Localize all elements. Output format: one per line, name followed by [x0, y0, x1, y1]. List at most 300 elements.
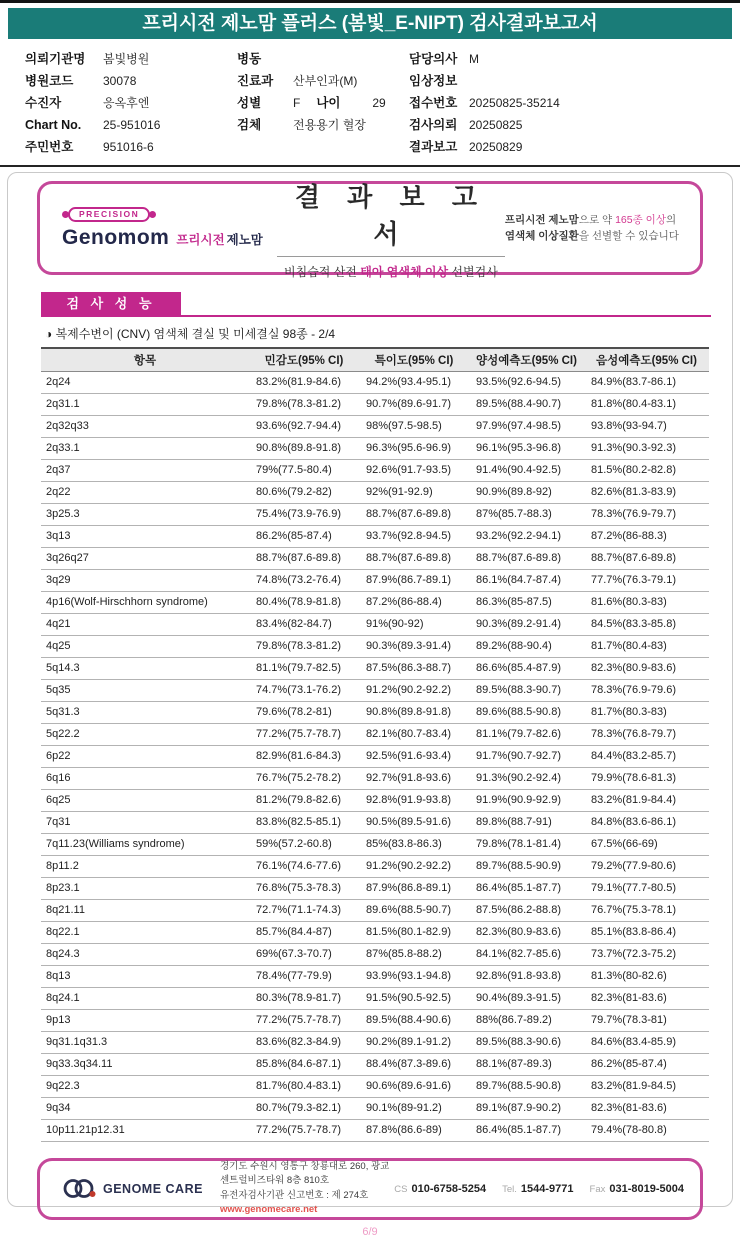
value-cell: 86.4%(85.1-87.7)	[469, 1119, 584, 1141]
patient-info-row	[409, 48, 740, 70]
value-cell: 80.3%(78.9-81.7)	[249, 987, 359, 1009]
patient-field-value: 20250825-35214	[469, 96, 560, 110]
patient-field-label: 담당의사	[409, 52, 458, 66]
patient-field-value: 응옥후엔	[103, 96, 150, 110]
patient-field-value: 29	[372, 96, 386, 110]
genome-care-logo-text: GENOME CARE	[103, 1181, 203, 1196]
value-cell: 82.9%(81.6-84.3)	[249, 745, 359, 767]
patient-field-value: 산부인과(M)	[293, 74, 358, 88]
value-cell: 84.8%(83.6-86.1)	[584, 811, 709, 833]
value-cell: 76.1%(74.6-77.6)	[249, 855, 359, 877]
value-cell: 87.5%(86.2-88.8)	[469, 899, 584, 921]
patient-info-row	[25, 70, 237, 92]
patient-field-label: 성별	[237, 96, 262, 110]
performance-table	[41, 347, 709, 1142]
table-row	[41, 1075, 709, 1097]
value-cell: 86.4%(85.1-87.7)	[469, 877, 584, 899]
value-cell: 79.7%(78.3-81)	[584, 1009, 709, 1031]
section-subtitle: ◑ 복제수변이 (CNV) 염색체 결실 및 미세결실 98종 - 2/4	[45, 327, 336, 341]
value-cell: 90.8%(89.8-91.8)	[249, 437, 359, 459]
value-cell: 82.3%(81-83.6)	[584, 987, 709, 1009]
patient-field-value: 20250825	[469, 118, 523, 132]
item-cell: 8q24.1	[41, 987, 249, 1009]
patient-field-label: 주민번호	[25, 140, 74, 154]
value-cell: 88%(86.7-89.2)	[469, 1009, 584, 1031]
table-row	[41, 393, 709, 415]
value-cell: 87.8%(86.6-89)	[359, 1119, 469, 1141]
table-row	[41, 987, 709, 1009]
patient-info-row	[25, 136, 237, 158]
item-cell: 5q22.2	[41, 723, 249, 745]
patient-field-label: 병동	[237, 52, 262, 66]
value-cell: 77.2%(75.7-78.7)	[249, 723, 359, 745]
value-cell: 92%(91-92.9)	[359, 481, 469, 503]
value-cell: 83.2%(81.9-84.5)	[584, 1075, 709, 1097]
footer-contact	[394, 1183, 486, 1195]
value-cell: 76.7%(75.3-78.1)	[584, 899, 709, 921]
value-cell: 80.7%(79.3-82.1)	[249, 1097, 359, 1119]
value-cell: 83.8%(82.5-85.1)	[249, 811, 359, 833]
patient-info-row	[25, 92, 237, 114]
column-header-item: 항목	[41, 348, 249, 371]
patient-info-row	[237, 114, 409, 136]
value-cell: 76.7%(75.2-78.2)	[249, 767, 359, 789]
footer-contact-label: CS	[394, 1183, 408, 1195]
table-row	[41, 613, 709, 635]
patient-field-label: 나이	[316, 96, 341, 110]
table-row	[41, 481, 709, 503]
table-row	[41, 415, 709, 437]
item-cell: 3q26q27	[41, 547, 249, 569]
value-cell: 81.8%(80.4-83.1)	[584, 393, 709, 415]
value-cell: 78.4%(77-79.9)	[249, 965, 359, 987]
patient-field-label: 결과보고	[409, 140, 458, 154]
value-cell: 84.4%(83.2-85.7)	[584, 745, 709, 767]
patient-field-value: 951016-6	[103, 140, 154, 154]
item-cell: 6q16	[41, 767, 249, 789]
item-cell: 2q31.1	[41, 393, 249, 415]
banner-note-end2: 을 선별할 수 있습니다	[578, 230, 679, 242]
value-cell: 88.7%(87.6-89.8)	[249, 547, 359, 569]
value-cell: 83.6%(82.3-84.9)	[249, 1031, 359, 1053]
value-cell: 87.2%(86-88.4)	[359, 591, 469, 613]
value-cell: 90.5%(89.5-91.6)	[359, 811, 469, 833]
patient-field-label: 의뢰기관명	[25, 52, 86, 66]
item-cell: 2q33.1	[41, 437, 249, 459]
value-cell: 78.3%(76.9-79.6)	[584, 679, 709, 701]
badge-label: PRECISION	[68, 207, 150, 222]
value-cell: 91%(90-92)	[359, 613, 469, 635]
banner-subtitle-pre: 비침습적 산전	[284, 264, 361, 279]
item-cell: 3q29	[41, 569, 249, 591]
value-cell: 86.2%(85-87.4)	[249, 525, 359, 547]
item-cell: 8p11.2	[41, 855, 249, 877]
banner-subtitle	[277, 263, 505, 280]
item-cell: 6p22	[41, 745, 249, 767]
value-cell: 85.1%(83.8-86.4)	[584, 921, 709, 943]
table-row	[41, 723, 709, 745]
brand-name-en: Genomom	[62, 225, 170, 249]
patient-info-column-1	[25, 48, 237, 158]
value-cell: 91.3%(90.2-92.4)	[469, 767, 584, 789]
value-cell: 91.2%(90.2-92.2)	[359, 679, 469, 701]
patient-field-value: 25-951016	[103, 118, 161, 132]
value-cell: 89.5%(88.3-90.7)	[469, 679, 584, 701]
value-cell: 83.2%(81.9-84.4)	[584, 789, 709, 811]
brand-block	[62, 207, 277, 250]
value-cell: 96.1%(95.3-96.8)	[469, 437, 584, 459]
value-cell: 81.1%(79.7-82.5)	[249, 657, 359, 679]
table-row	[41, 679, 709, 701]
value-cell: 93.6%(92.7-94.4)	[249, 415, 359, 437]
table-row	[41, 965, 709, 987]
value-cell: 90.1%(89-91.2)	[359, 1097, 469, 1119]
footer-address-line2: 유전자검사기관 신고번호 : 제 274호	[220, 1189, 369, 1201]
value-cell: 90.3%(89.2-91.4)	[469, 613, 584, 635]
value-cell: 90.7%(89.6-91.7)	[359, 393, 469, 415]
table-row	[41, 767, 709, 789]
value-cell: 91.7%(90.7-92.7)	[469, 745, 584, 767]
item-cell: 4q21	[41, 613, 249, 635]
value-cell: 94.2%(93.4-95.1)	[359, 371, 469, 393]
footer-address-line1: 경기도 수원시 영통구 창룡대로 260, 광교 센트럴비즈타워 8층 810호	[220, 1161, 390, 1187]
footer-contact-value: 031-8019-5004	[609, 1182, 684, 1195]
value-cell: 87%(85.7-88.3)	[469, 503, 584, 525]
value-cell: 93.5%(92.6-94.5)	[469, 371, 584, 393]
table-row	[41, 877, 709, 899]
value-cell: 76.8%(75.3-78.3)	[249, 877, 359, 899]
value-cell: 79.6%(78.2-81)	[249, 701, 359, 723]
banner-note-mid: 으로 약	[578, 213, 616, 226]
table-row	[41, 1009, 709, 1031]
value-cell: 81.3%(80-82.6)	[584, 965, 709, 987]
value-cell: 81.5%(80.2-82.8)	[584, 459, 709, 481]
value-cell: 82.6%(81.3-83.9)	[584, 481, 709, 503]
value-cell: 85%(83.8-86.3)	[359, 833, 469, 855]
item-cell: 5q14.3	[41, 657, 249, 679]
patient-info-column-2	[237, 48, 409, 158]
value-cell: 92.8%(91.8-93.8)	[469, 965, 584, 987]
table-row	[41, 459, 709, 481]
value-cell: 93.9%(93.1-94.8)	[359, 965, 469, 987]
table-row	[41, 569, 709, 591]
banner-subtitle-post: 선별검사	[448, 264, 498, 279]
banner-note-end1: 의	[665, 213, 677, 226]
value-cell: 89.2%(88-90.4)	[469, 635, 584, 657]
table-row	[41, 657, 709, 679]
value-cell: 81.5%(80.1-82.9)	[359, 921, 469, 943]
value-cell: 86.1%(84.7-87.4)	[469, 569, 584, 591]
value-cell: 67.5%(66-69)	[584, 833, 709, 855]
value-cell: 79.9%(78.6-81.3)	[584, 767, 709, 789]
value-cell: 69%(67.3-70.7)	[249, 943, 359, 965]
item-cell: 7q11.23(Williams syndrome)	[41, 833, 249, 855]
item-cell: 7q31	[41, 811, 249, 833]
value-cell: 83.4%(82-84.7)	[249, 613, 359, 635]
table-row	[41, 855, 709, 877]
value-cell: 72.7%(71.1-74.3)	[249, 899, 359, 921]
precision-badge	[62, 207, 277, 222]
value-cell: 87.9%(86.8-89.1)	[359, 877, 469, 899]
value-cell: 88.7%(87.6-89.8)	[359, 503, 469, 525]
brand-name-kr: 제노맘	[226, 232, 263, 247]
value-cell: 89.8%(88.7-91)	[469, 811, 584, 833]
value-cell: 81.6%(80.3-83)	[584, 591, 709, 613]
genome-care-logo	[62, 1175, 220, 1202]
value-cell: 79.4%(78-80.8)	[584, 1119, 709, 1141]
patient-info-divider	[0, 165, 740, 167]
patient-field-label: Chart No.	[25, 118, 82, 132]
value-cell: 80.6%(79.2-82)	[249, 481, 359, 503]
value-cell: 98%(97.5-98.5)	[359, 415, 469, 437]
item-cell: 2q37	[41, 459, 249, 481]
table-header-row	[41, 348, 709, 371]
value-cell: 93.2%(92.2-94.1)	[469, 525, 584, 547]
value-cell: 89.7%(88.5-90.8)	[469, 1075, 584, 1097]
value-cell: 81.7%(80.4-83)	[584, 635, 709, 657]
value-cell: 89.5%(88.4-90.7)	[469, 393, 584, 415]
banner-note-bold1: 프리시전 제노맘	[504, 213, 579, 226]
footer-address	[220, 1160, 394, 1217]
item-cell: 8q24.3	[41, 943, 249, 965]
value-cell: 88.4%(87.3-89.6)	[359, 1053, 469, 1075]
value-cell: 81.7%(80.4-83.1)	[249, 1075, 359, 1097]
badge-right-dot-icon	[149, 211, 156, 218]
column-header-npv: 음성예측도(95% CI)	[584, 348, 709, 371]
item-cell: 2q32q33	[41, 415, 249, 437]
value-cell: 91.3%(90.3-92.3)	[584, 437, 709, 459]
value-cell: 74.7%(73.1-76.2)	[249, 679, 359, 701]
patient-info	[0, 39, 740, 165]
patient-field-value: 20250829	[469, 140, 523, 154]
value-cell: 77.2%(75.7-78.7)	[249, 1009, 359, 1031]
value-cell: 77.7%(76.3-79.1)	[584, 569, 709, 591]
value-cell: 88.7%(87.6-89.8)	[359, 547, 469, 569]
item-cell: 3q13	[41, 525, 249, 547]
item-cell: 8q21.11	[41, 899, 249, 921]
table-row	[41, 1119, 709, 1141]
table-row	[41, 789, 709, 811]
value-cell: 88.1%(87-89.3)	[469, 1053, 584, 1075]
value-cell: 93.7%(92.8-94.5)	[359, 525, 469, 547]
value-cell: 84.9%(83.7-86.1)	[584, 371, 709, 393]
value-cell: 78.3%(76.9-79.7)	[584, 503, 709, 525]
patient-field-label: 진료과	[237, 74, 274, 88]
value-cell: 93.8%(93-94.7)	[584, 415, 709, 437]
column-header-specificity: 특이도(95% CI)	[359, 348, 469, 371]
footer-contact-value: 010-6758-5254	[411, 1182, 487, 1195]
item-cell: 2q24	[41, 371, 249, 393]
table-row	[41, 899, 709, 921]
table-row	[41, 591, 709, 613]
table-row	[41, 833, 709, 855]
genome-care-logo-icon	[62, 1175, 98, 1202]
patient-field-value: 30078	[103, 74, 137, 88]
value-cell: 79%(77.5-80.4)	[249, 459, 359, 481]
table-row	[41, 921, 709, 943]
value-cell: 87.9%(86.7-89.1)	[359, 569, 469, 591]
value-cell: 89.1%(87.9-90.2)	[469, 1097, 584, 1119]
value-cell: 82.3%(80.9-83.6)	[584, 657, 709, 679]
patient-field-label: 임상정보	[409, 74, 458, 88]
value-cell: 91.5%(90.5-92.5)	[359, 987, 469, 1009]
value-cell: 90.3%(89.3-91.4)	[359, 635, 469, 657]
value-cell: 81.7%(80.3-83)	[584, 701, 709, 723]
value-cell: 73.7%(72.3-75.2)	[584, 943, 709, 965]
value-cell: 92.8%(91.9-93.8)	[359, 789, 469, 811]
patient-field-value: F	[293, 96, 301, 110]
value-cell: 89.5%(88.4-90.6)	[359, 1009, 469, 1031]
banner-subtitle-accent: 태아 염색체 이상	[360, 264, 449, 279]
footer-contacts	[394, 1183, 684, 1195]
patient-field-label: 검체	[237, 118, 262, 132]
patient-field-label: 병원코드	[25, 74, 74, 88]
value-cell: 92.6%(91.7-93.5)	[359, 459, 469, 481]
table-row	[41, 811, 709, 833]
result-banner	[37, 181, 703, 279]
patient-field-label: 검사의뢰	[409, 118, 458, 132]
item-cell: 3p25.3	[41, 503, 249, 525]
patient-info-row	[409, 136, 740, 158]
table-row	[41, 547, 709, 569]
footer-contact-label: Fax	[589, 1183, 606, 1195]
value-cell: 79.8%(78.3-81.2)	[249, 393, 359, 415]
patient-info-row	[409, 70, 740, 92]
value-cell: 90.4%(89.3-91.5)	[469, 987, 584, 1009]
patient-info-row	[409, 114, 740, 136]
value-cell: 81.2%(79.8-82.6)	[249, 789, 359, 811]
table-row	[41, 635, 709, 657]
value-cell: 75.4%(73.9-76.9)	[249, 503, 359, 525]
footer-contact	[502, 1183, 573, 1195]
table-row	[41, 701, 709, 723]
patient-info-row	[237, 70, 409, 92]
page-title: 프리시전 제노맘 플러스 (봄빛_E-NIPT) 검사결과보고서	[8, 8, 732, 39]
patient-field-label: 접수번호	[409, 96, 458, 110]
value-cell: 81.1%(79.7-82.6)	[469, 723, 584, 745]
brand-name-kr-accent: 프리시전	[176, 232, 225, 247]
value-cell: 87.2%(86-88.3)	[584, 525, 709, 547]
banner-title-block	[277, 177, 505, 280]
value-cell: 83.2%(81.9-84.6)	[249, 371, 359, 393]
value-cell: 82.3%(80.9-83.6)	[469, 921, 584, 943]
item-cell: 9q33.3q34.11	[41, 1053, 249, 1075]
value-cell: 91.9%(90.9-92.9)	[469, 789, 584, 811]
table-row	[41, 525, 709, 547]
item-cell: 8p23.1	[41, 877, 249, 899]
patient-field-label: 수진자	[25, 96, 62, 110]
value-cell: 89.5%(88.3-90.6)	[469, 1031, 584, 1053]
value-cell: 79.8%(78.1-81.4)	[469, 833, 584, 855]
value-cell: 74.8%(73.2-76.4)	[249, 569, 359, 591]
value-cell: 89.7%(88.5-90.9)	[469, 855, 584, 877]
item-cell: 2q22	[41, 481, 249, 503]
table-row	[41, 943, 709, 965]
value-cell: 90.2%(89.1-91.2)	[359, 1031, 469, 1053]
value-cell: 78.3%(76.8-79.7)	[584, 723, 709, 745]
table-row	[41, 503, 709, 525]
banner-note-bold2: 염색체 이상질환	[504, 230, 579, 242]
value-cell: 80.4%(78.9-81.8)	[249, 591, 359, 613]
table-row	[41, 745, 709, 767]
banner-note-accent: 165종 이상	[615, 213, 666, 226]
value-cell: 85.8%(84.6-87.1)	[249, 1053, 359, 1075]
footer-contact-value: 1544-9771	[520, 1182, 574, 1195]
footer-contact-label: Tel.	[502, 1183, 517, 1195]
banner-title: 결 과 보 고 서	[294, 181, 487, 249]
patient-field-value: M	[469, 52, 479, 66]
value-cell: 96.3%(95.6-96.9)	[359, 437, 469, 459]
patient-info-row	[237, 48, 409, 70]
value-cell: 79.8%(78.3-81.2)	[249, 635, 359, 657]
value-cell: 86.3%(85-87.5)	[469, 591, 584, 613]
banner-note	[505, 212, 682, 245]
item-cell: 8q13	[41, 965, 249, 987]
top-border-line	[0, 0, 740, 3]
table-row	[41, 1031, 709, 1053]
item-cell: 5q35	[41, 679, 249, 701]
item-cell: 4p16(Wolf-Hirschhorn syndrome)	[41, 591, 249, 613]
value-cell: 82.3%(81-83.6)	[584, 1097, 709, 1119]
column-header-sensitivity: 민감도(95% CI)	[249, 348, 359, 371]
value-cell: 92.5%(91.6-93.4)	[359, 745, 469, 767]
value-cell: 86.6%(85.4-87.9)	[469, 657, 584, 679]
table-row	[41, 1053, 709, 1075]
value-cell: 91.4%(90.4-92.5)	[469, 459, 584, 481]
footer-contact	[590, 1183, 684, 1195]
value-cell: 84.1%(82.7-85.6)	[469, 943, 584, 965]
table-row	[41, 437, 709, 459]
item-cell: 6q25	[41, 789, 249, 811]
value-cell: 91.2%(90.2-92.2)	[359, 855, 469, 877]
value-cell: 59%(57.2-60.8)	[249, 833, 359, 855]
table-row	[41, 371, 709, 393]
value-cell: 90.9%(89.8-92)	[469, 481, 584, 503]
footer-website-link[interactable]: www.genomecare.net	[220, 1203, 318, 1215]
value-cell: 79.2%(77.9-80.6)	[584, 855, 709, 877]
item-cell: 5q31.3	[41, 701, 249, 723]
patient-info-row	[25, 48, 237, 70]
value-cell: 77.2%(75.7-78.7)	[249, 1119, 359, 1141]
footer	[37, 1158, 703, 1220]
patient-field-value: 전용용기 혈장	[293, 118, 366, 132]
value-cell: 87%(85.8-88.2)	[359, 943, 469, 965]
value-cell: 87.5%(86.3-88.7)	[359, 657, 469, 679]
value-cell: 86.2%(85-87.4)	[584, 1053, 709, 1075]
column-header-ppv: 양성예측도(95% CI)	[469, 348, 584, 371]
patient-info-row	[237, 92, 409, 114]
value-cell: 82.1%(80.7-83.4)	[359, 723, 469, 745]
item-cell: 10p11.21p12.31	[41, 1119, 249, 1141]
table-row	[41, 1097, 709, 1119]
banner-title-rule	[277, 256, 505, 257]
item-cell: 9p13	[41, 1009, 249, 1031]
patient-field-value: 봄빛병원	[103, 52, 150, 66]
item-cell: 9q31.1q31.3	[41, 1031, 249, 1053]
patient-info-row	[25, 114, 237, 136]
page-number: 6/9	[362, 1225, 378, 1238]
value-cell: 89.6%(88.5-90.8)	[469, 701, 584, 723]
brand-name	[62, 226, 277, 250]
value-cell: 90.6%(89.6-91.6)	[359, 1075, 469, 1097]
item-cell: 9q22.3	[41, 1075, 249, 1097]
patient-info-row	[409, 92, 740, 114]
value-cell: 90.8%(89.8-91.8)	[359, 701, 469, 723]
value-cell: 84.5%(83.3-85.8)	[584, 613, 709, 635]
value-cell: 85.7%(84.4-87)	[249, 921, 359, 943]
value-cell: 84.6%(83.4-85.9)	[584, 1031, 709, 1053]
value-cell: 79.1%(77.7-80.5)	[584, 877, 709, 899]
